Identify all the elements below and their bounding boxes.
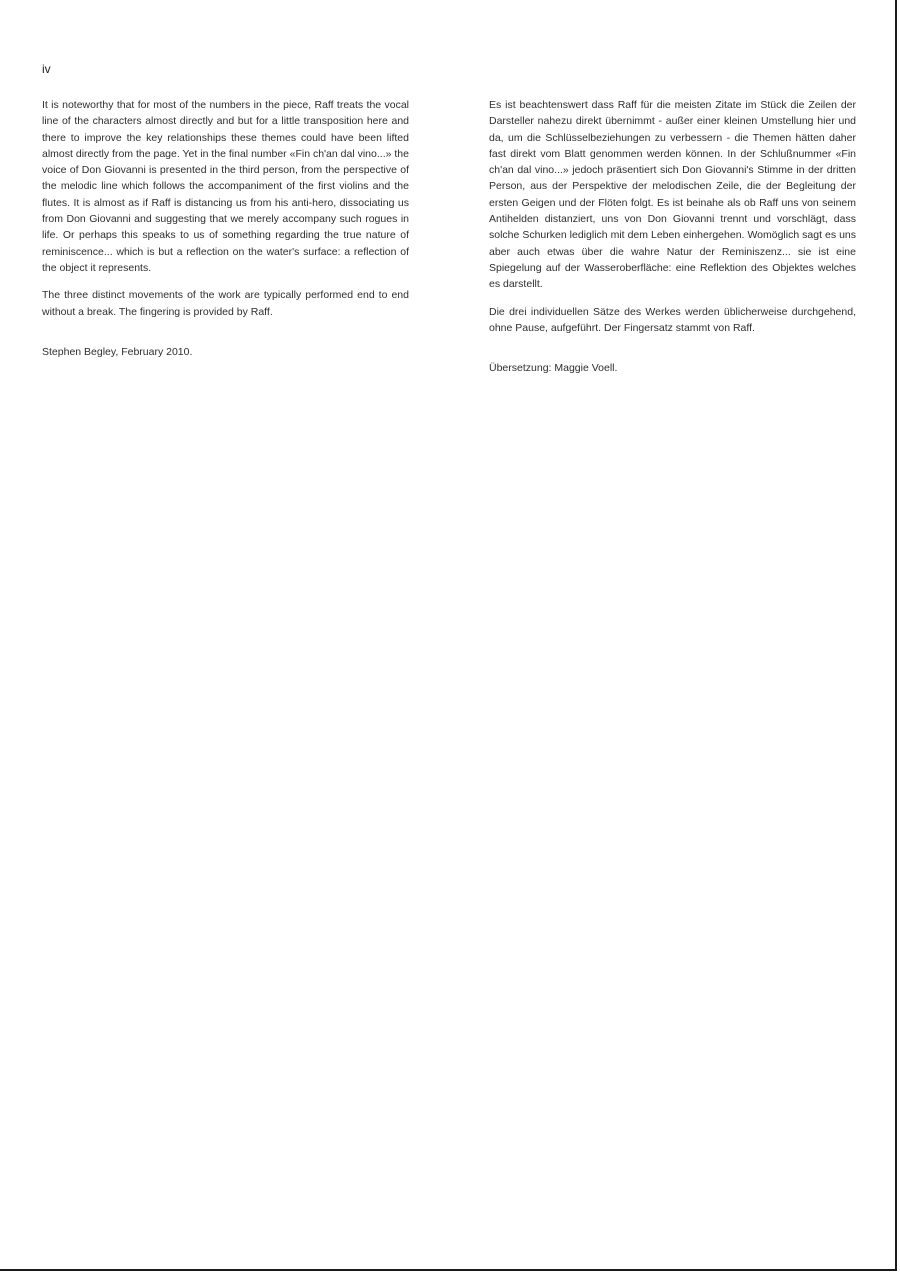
page-number: iv xyxy=(42,62,51,76)
german-paragraph-1: Es ist beachtenswert dass Raff für die meisten Zitate im Stück die Zeilen der Darsteller nahezu direkt übernimmt - außer einer kleinen Umstellung hier und da, um die Schlüsselbeziehungen zu verbessern - die Themen hätten daher fast direkt vom Blatt genommen werden können. In der Schlußnummer «Fin ch'an dal vino...» jedoch präsentiert sich Don Giovanni's Stimme in der dritten Person, aus der Perspektive der melodischen Zeile, die der Begleitung der ersten Geigen und der Flöten folgt. Es ist beinahe als ob Raff uns von seinem Antihelden distanziert, uns von Don Giovanni trennt und vorschlägt, dass solche Schurken lediglich mit dem Leben einhergehen. Womöglich sagt es uns aber auch etwas über die wahre Natur der Reminiszenz... sie ist eine Spiegelung auf der Wasseroberfläche: eine Reflektion des Objektes welches es darstellt. xyxy=(489,99,856,291)
german-translator-credit: Übersetzung: Maggie Voell. xyxy=(489,362,618,375)
english-paragraph-2: The three distinct movements of the work are typically performed end to end without a break. The fingering is provided by Raff. xyxy=(42,289,409,318)
german-column xyxy=(489,97,856,387)
english-column xyxy=(42,97,409,371)
german-paragraph-2: Die drei individuellen Sätze des Werkes werden üblicherweise durchgehend, ohne Pause, aufgeführt. Der Fingersatz stammt von Raff. xyxy=(489,305,856,334)
english-signature: Stephen Begley, February 2010. xyxy=(42,345,193,358)
english-paragraph-1: It is noteworthy that for most of the numbers in the piece, Raff treats the vocal line of the characters almost directly and but for a little transposition here and there to improve the key relationships these themes could have been lifted almost directly from the page. Yet in the final number «Fin ch'an dal vino...» the voice of Don Giovanni is presented in the third person, from the perspective of the melodic line which follows the accompaniment of the first violins and the flutes. It is almost as if Raff is distancing us from his anti-hero, dissociating us from Don Giovanni and suggesting that we merely accompany such rogues in life. Or perhaps this speaks to us of something regarding the true nature of reminiscence... which is but a reflection on the water's surface: a reflection of the object it represents. xyxy=(42,99,409,274)
